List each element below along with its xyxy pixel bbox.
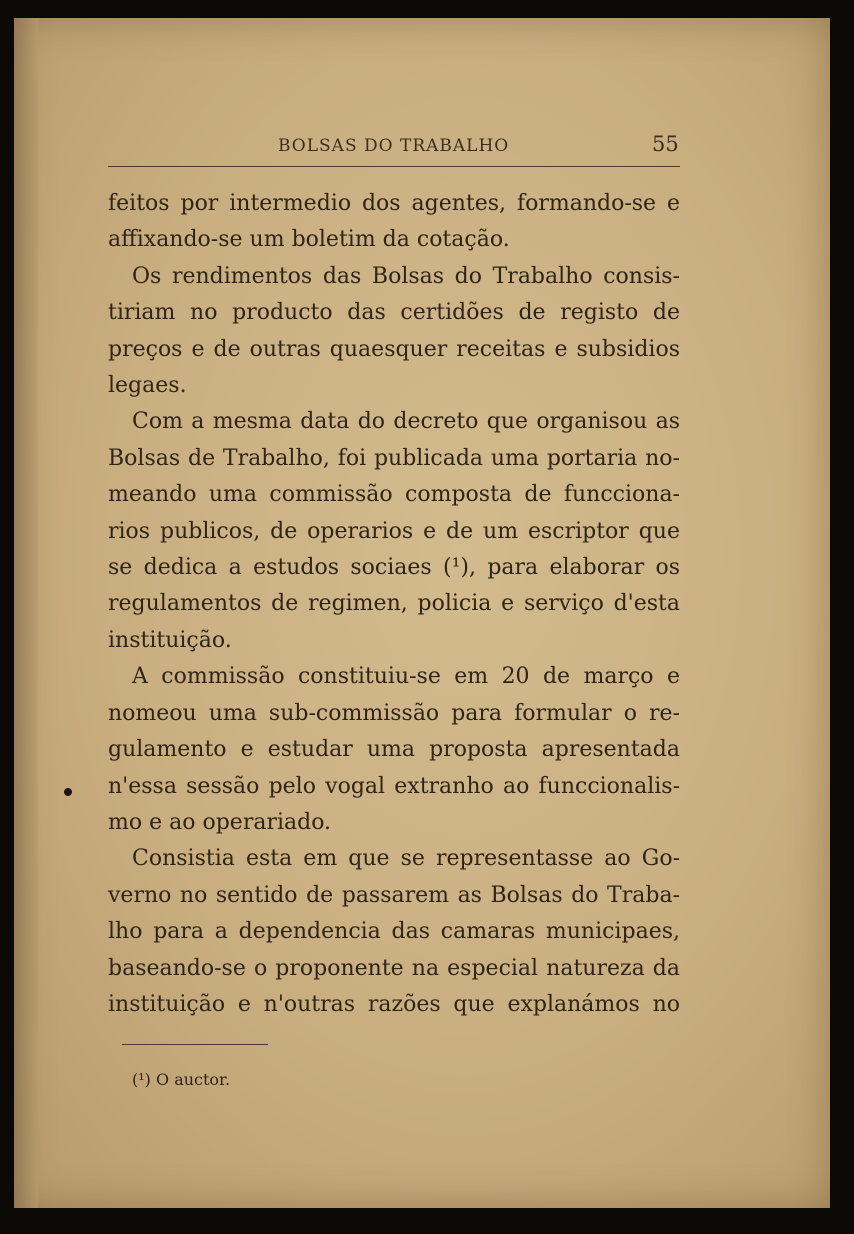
- text-line: Com a mesma data do decreto que organisou as: [132, 409, 680, 435]
- text-line: lho para a dependencia das camaras municipaes,: [108, 919, 680, 945]
- text-line: Os rendimentos das Bolsas do Trabalho consis-: [132, 263, 680, 289]
- ink-spot: [64, 788, 72, 796]
- text-line: gulamento e estudar uma proposta apresentada: [108, 737, 680, 763]
- book-page: [14, 18, 830, 1208]
- text-line: legaes.: [108, 373, 187, 399]
- text-line: se dedica a estudos sociaes (¹), para elaborar os: [108, 555, 680, 581]
- text-line: verno no sentido de passarem as Bolsas do Traba-: [108, 882, 680, 908]
- running-title: BOLSAS DO TRABALHO: [278, 136, 510, 156]
- text-line: meando uma commissão composta de funcciona-: [108, 482, 680, 508]
- text-line: A commissão constituiu-se em 20 de março e: [132, 664, 680, 690]
- text-line: n'essa sessão pelo vogal extranho ao funccionalis-: [108, 773, 680, 799]
- text-line: instituição.: [108, 627, 232, 653]
- text-line: baseando-se o proponente na especial natureza da: [108, 955, 680, 981]
- page-binding-edge: [14, 18, 38, 1208]
- text-line: tiriam no producto das certidões de registo de: [108, 300, 680, 326]
- text-line: mo e ao operariado.: [108, 809, 332, 835]
- text-line: regulamentos de regimen, policia e serviço d'esta: [108, 591, 680, 617]
- footnote-rule: [122, 1044, 268, 1045]
- body-text: [108, 186, 680, 1023]
- header-rule: [108, 166, 680, 167]
- text-line: nomeou uma sub-commissão para formular o re-: [108, 700, 680, 726]
- text-line: affixando-se um boletim da cotação.: [108, 227, 510, 253]
- page-number: 55: [652, 132, 679, 156]
- text-line: preços e de outras quaesquer receitas e subsidios: [108, 336, 680, 362]
- footnote: (¹) O auctor.: [132, 1070, 231, 1089]
- text-line: Bolsas de Trabalho, foi publicada uma portaria no-: [108, 445, 680, 471]
- text-line: feitos por intermedio dos agentes, formando-se e: [108, 191, 680, 216]
- text-line: instituição e n'outras razões que explanámos no: [108, 991, 680, 1017]
- text-line: Consistia esta em que se representasse ao Go-: [132, 846, 680, 872]
- text-line: rios publicos, de operarios e de um escriptor que: [108, 518, 680, 544]
